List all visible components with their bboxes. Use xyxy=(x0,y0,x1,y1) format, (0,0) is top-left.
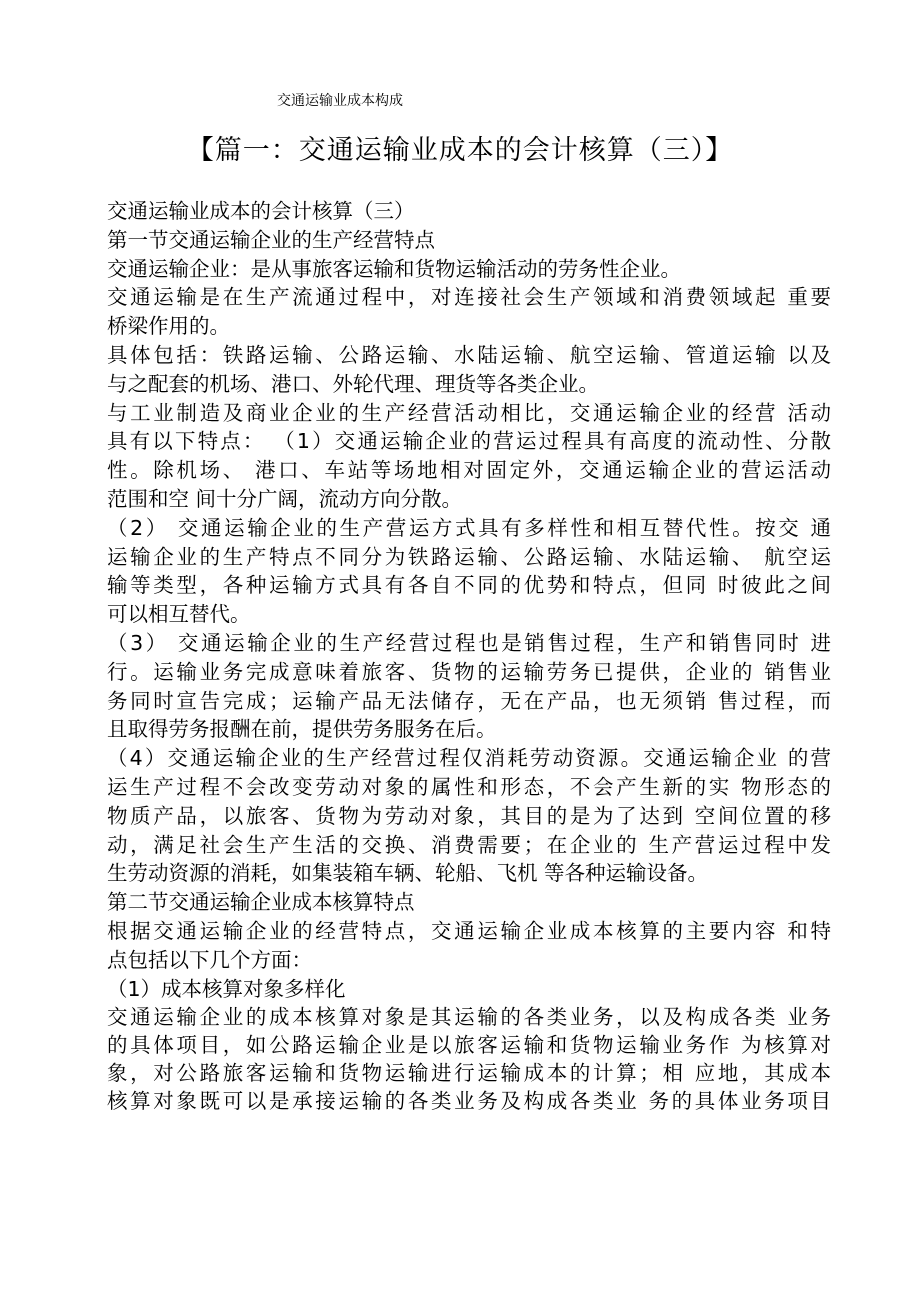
text-line-subheading: （1）成本核算对象多样化 xyxy=(107,976,346,1001)
text-line: 运生产过程不会改变劳动对象的属性和形态，不会产生新的实 物形态的 xyxy=(107,774,831,799)
text-line-section-2-heading: 第二节交通运输企业成本核算特点 xyxy=(107,890,415,915)
text-line: 具体包括：铁路运输、公路运输、水陆运输、航空运输、管道运输 以及 xyxy=(107,342,831,367)
text-line: 性。除机场、 港口、车站等场地相对固定外，交通运输企业的营运活动 xyxy=(107,458,831,483)
text-line: 且取得劳务报酬在前，提供劳务服务在后。 xyxy=(107,717,497,742)
text-line: （4）交通运输企业的生产经营过程仅消耗劳动资源。交通运输企业 的营 xyxy=(107,746,831,771)
text-line: 点包括以下几个方面： xyxy=(107,947,312,972)
text-line: 交通运输企业：是从事旅客运输和货物运输活动的劳务性企业。 xyxy=(107,256,681,281)
text-line: （2） 交通运输企业的生产营运方式具有多样性和相互替代性。按交 通 xyxy=(107,515,831,540)
text-line: 务同时宣告完成；运输产品无法储存，无在产品，也无须销 售过程，而 xyxy=(107,688,831,713)
text-line: 具有以下特点： （1）交通运输企业的营运过程具有高度的流动性、分散 xyxy=(107,429,831,454)
text-line: 生劳动资源的消耗，如集装箱车辆、轮船、飞机 等各种运输设备。 xyxy=(107,861,709,886)
text-line: 物质产品，以旅客、货物为劳动对象，其目的是为了达到 空间位置的移 xyxy=(107,803,831,828)
text-line: （3） 交通运输企业的生产经营过程也是销售过程，生产和销售同时 进 xyxy=(107,630,831,655)
text-line: 运输企业的生产特点不同分为铁路运输、公路运输、水陆运输、 航空运 xyxy=(107,544,831,569)
text-line: 行。运输业务完成意味着旅客、货物的运输劳务已提供，企业的 销售业 xyxy=(107,659,831,684)
text-line: 交通运输是在生产流通过程中，对连接社会生产领域和消费领域起 重要 xyxy=(107,285,831,310)
text-line-section-1-heading: 第一节交通运输企业的生产经营特点 xyxy=(107,227,435,252)
text-line: 输等类型，各种运输方式具有各自不同的优势和特点，但同 时彼此之间 xyxy=(107,573,831,598)
running-header: 交通运输业成本构成 xyxy=(277,93,403,109)
text-line: 可以相互替代。 xyxy=(107,602,251,627)
text-line: 动，满足社会生产生活的交换、消费需要；在企业的 生产营运过程中发 xyxy=(107,832,831,857)
text-line: 象，对公路旅客运输和货物运输进行运输成本的计算；相 应地，其成本 xyxy=(107,1061,831,1086)
text-line: 交通运输企业的成本核算对象是其运输的各类业务，以及构成各类 业务 xyxy=(107,1005,831,1030)
document-title: 【篇一：交通运输业成本的会计核算（三）】 xyxy=(186,135,734,166)
text-line: 范围和空 间十分广阔，流动方向分散。 xyxy=(107,486,463,511)
text-line: 桥梁作用的。 xyxy=(107,314,230,339)
text-line-section-heading: 交通运输业成本的会计核算（三） xyxy=(107,199,415,223)
text-line: 与工业制造及商业企业的生产经营活动相比，交通运输企业的经营 活动 xyxy=(107,400,831,425)
text-line: 与之配套的机场、港口、外轮代理、理货等各类企业。 xyxy=(107,371,599,396)
text-line: 核算对象既可以是承接运输的各类业务及构成各类业 务的具体业务项目 xyxy=(107,1089,831,1114)
text-line: 的具体项目，如公路运输企业是以旅客运输和货物运输业务作 为核算对 xyxy=(107,1033,831,1058)
text-line: 根据交通运输企业的经营特点，交通运输企业成本核算的主要内容 和特 xyxy=(107,918,831,943)
document-body xyxy=(107,197,831,1115)
